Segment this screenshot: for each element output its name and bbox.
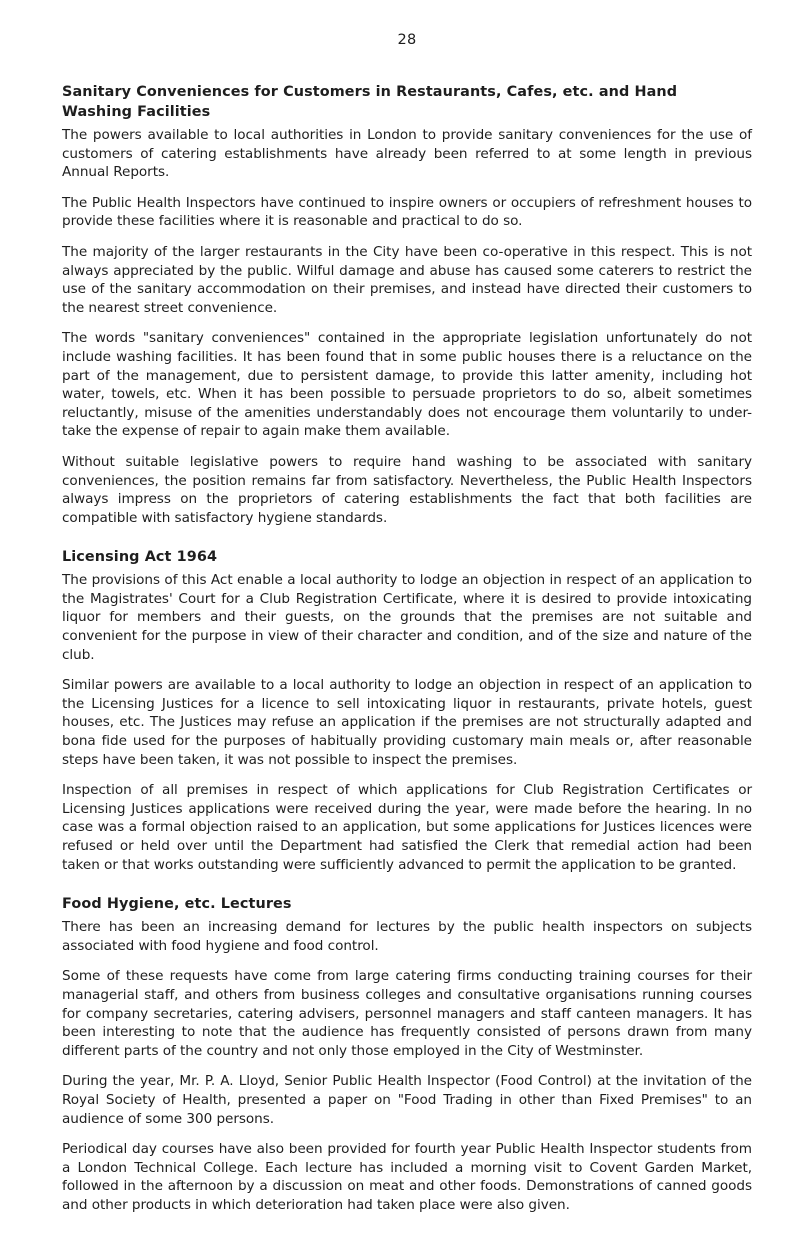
section-heading: Food Hygiene, etc. Lectures bbox=[62, 896, 292, 913]
paragraph: Inspection of all premises in respect of which applications for Club Registration Certificates or Licensing Justices applications were received during the year, were made before the hearing. In no case was a formal objection raised to an application, but some applications for Justices licences were refused or held over until the Department had satisfied the Clerk that remedial action had been taken or that works outstanding were sufficiently advanced to permit the application to be granted. bbox=[62, 782, 752, 873]
section-heading: Sanitary Conveniences for Customers in Restaurants, Cafes, etc. and Hand Washing Facilities bbox=[62, 84, 678, 120]
paragraph: The Public Health Inspectors have continued to inspire owners or occupiers of refreshment houses to provide these facilities where it is reasonable and practical to do so. bbox=[62, 194, 752, 230]
section-food-hygiene-lectures bbox=[62, 894, 752, 1214]
paragraph: There has been an increasing demand for lectures by the public health inspectors on subjects associated with food hygiene and food control. bbox=[62, 919, 752, 954]
page-number: 28 bbox=[397, 32, 417, 48]
paragraph: Some of these requests have come from large catering firms conducting training courses for their managerial staff, and others from business colleges and consultative organisations running courses for company secretaries, catering advisers, personnel managers and staff canteen managers. It has been interesting to note that the audience has frequently consisted of persons drawn from many different parts of the country and not only those employed in the City of Westminster. bbox=[62, 968, 752, 1059]
document-page bbox=[62, 32, 752, 1235]
section-sanitary-conveniences bbox=[62, 82, 752, 527]
section-heading: Licensing Act 1964 bbox=[62, 549, 218, 566]
paragraph: The provisions of this Act enable a local authority to lodge an objection in respect of an application to the Magistrates' Court for a Club Registration Certificate, where it is desired to provide intoxicating liquor for members and their guests, on the grounds that the premises are not suitable and convenient for the purpose in view of their character and condition, and of the size and nature of the club. bbox=[62, 572, 752, 663]
paragraph: Periodical day courses have also been provided for fourth year Public Health Inspector students from a London Technical College. Each lecture has included a morning visit to Covent Garden Market, followed in the afternoon by a discussion on meat and other foods. Demonstrations of canned goods and other products in which deterioration had taken place were also given. bbox=[62, 1141, 752, 1213]
paragraph: The majority of the larger restaurants in the City have been co-operative in this respect. This is not always appreciated by the public. Wilful damage and abuse has caused some caterers to restrict the use of the sanitary accommodation on their premises, and instead have directed their customers to the nearest street convenience. bbox=[62, 243, 752, 316]
paragraph: During the year, Mr. P. A. Lloyd, Senior Public Health Inspector (Food Control) at the invitation of the Royal Society of Health, presented a paper on "Food Trading in other than Fixed Premises" to an audience of some 300 persons. bbox=[62, 1073, 752, 1127]
paragraph: The powers available to local authorities in London to provide sanitary conveniences for the use of customers of catering establishments have already been referred to at some length in previous Annual Reports. bbox=[62, 127, 752, 181]
section-licensing-act bbox=[62, 547, 752, 874]
paragraph: The words "sanitary conveniences" contained in the appropriate legislation unfortunately do not include washing facilities. It has been found that in some public houses there is a reluctance on the part of the management, due to persistent damage, to provide this latter amenity, including hot water, towels, etc. When it has been possible to persuade proprietors to do so, albeit sometimes reluctantly, misuse of the amenities understandably does not encourage them voluntarily to under-take the expense of repair to again make them available. bbox=[62, 330, 752, 440]
paragraph: Similar powers are available to a local authority to lodge an objection in respect of an application to the Licensing Justices for a licence to sell intoxicating liquor in restaurants, private hotels, guest houses, etc. The Justices may refuse an application if the premises are not structurally adapted and bona fide used for the purposes of habitually providing customary main meals or, after reasonable steps have been taken, it was not possible to inspect the premises. bbox=[62, 677, 752, 768]
paragraph: Without suitable legislative powers to require hand washing to be associated with sanitary conveniences, the position remains far from satisfactory. Nevertheless, the Public Health Inspectors always impress on the proprietors of catering establishments the fact that both facilities are compatible with satisfactory hygiene standards. bbox=[62, 453, 752, 526]
